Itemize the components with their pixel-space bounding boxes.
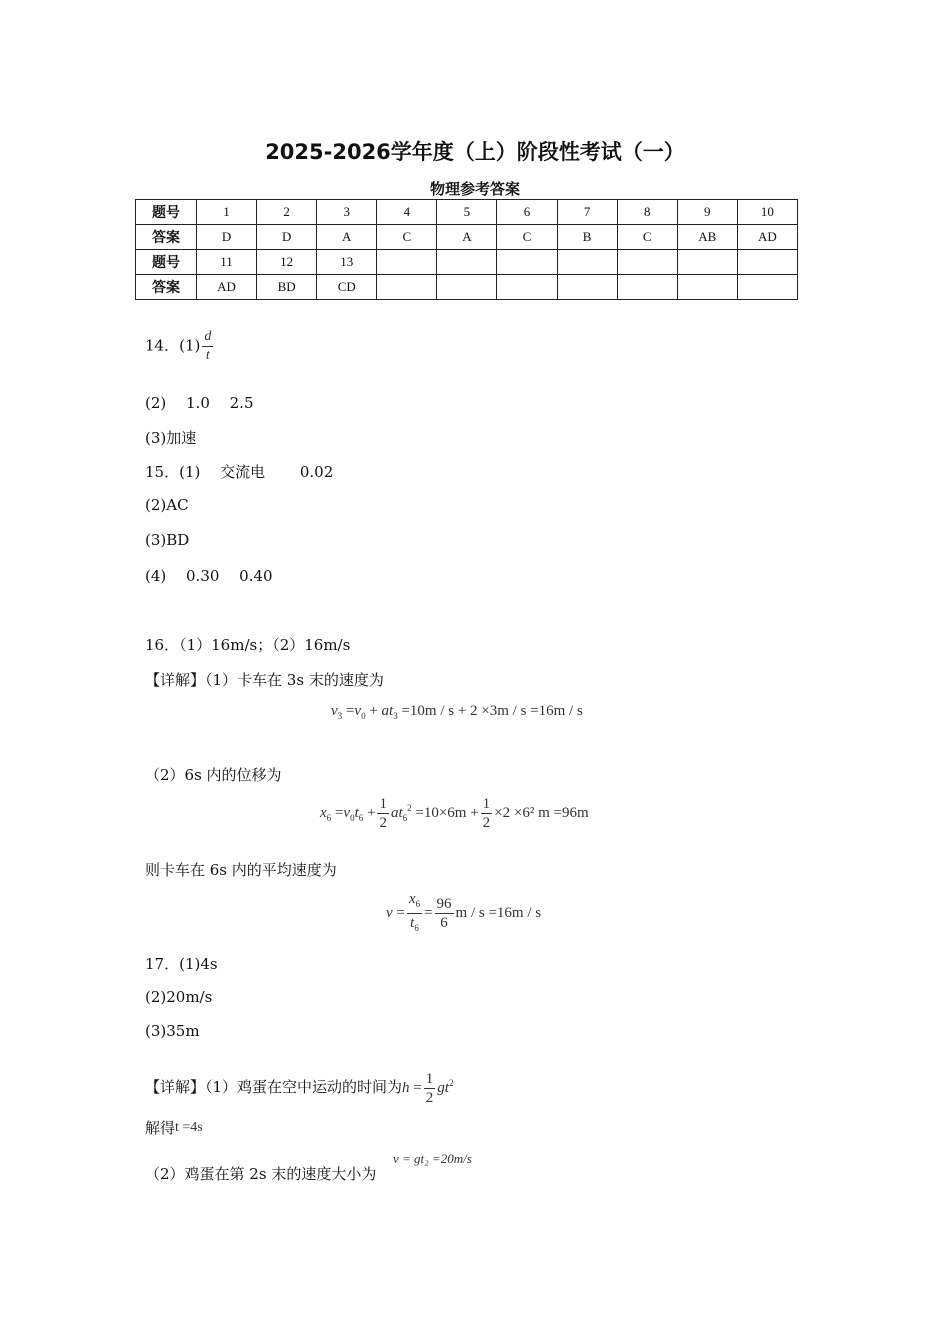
table-cell — [377, 275, 437, 300]
q16-detail-2: （2）6s 内的位移为 — [145, 766, 282, 784]
q14-frac-den: t — [205, 348, 210, 363]
table-cell — [617, 275, 677, 300]
page-title: 2025-2026学年度（上）阶段性考试（一） — [265, 140, 685, 164]
table-cell — [737, 275, 797, 300]
q16-eq2-tail: ×2 ×6² m =96m — [494, 804, 589, 821]
table-cell: 4 — [377, 200, 437, 225]
table-cell: C — [377, 225, 437, 250]
page-subtitle: 物理参考答案 — [429, 180, 520, 198]
q17-answer-3: (3)35m — [145, 1022, 200, 1040]
q16-equation-2: $x_6 =v_0t_6$ + $\frac{1}{2}$ $at_6^2 =10\times 6m$ + $\frac{1}{2}$ ×2 ×6² m =96m — [320, 796, 589, 831]
q16-eq3-tail: m / s =16m / s — [455, 904, 542, 921]
table-cell: A — [317, 225, 377, 250]
q17-detail-1: 【详解】（1）鸡蛋在空中运动的时间为h = $\frac{1}{2}$ $gt^2$ — [145, 1071, 454, 1106]
table-cell: 10 — [737, 200, 797, 225]
table-cell: 2 — [257, 200, 317, 225]
table-cell: 9 — [677, 200, 737, 225]
table-cell: CD — [317, 275, 377, 300]
table-cell — [497, 275, 557, 300]
table-cell: D — [257, 225, 317, 250]
q17-velocity-eq: v = gt₂ =20m/s — [393, 1151, 472, 1166]
q14-frac-num: d — [202, 328, 213, 347]
table-cell — [737, 250, 797, 275]
table-cell: 13 — [317, 250, 377, 275]
table-cell: BD — [257, 275, 317, 300]
row-label: 题号 — [136, 200, 197, 225]
table-cell: 6 — [497, 200, 557, 225]
table-cell — [437, 275, 497, 300]
table-cell: 11 — [197, 250, 257, 275]
table-cell — [437, 250, 497, 275]
q14-label: 14．(1) — [145, 336, 201, 355]
table-cell — [557, 250, 617, 275]
table-cell: 12 — [257, 250, 317, 275]
q14-answer-2: (2) 1.0 2.5 — [145, 394, 254, 412]
q14-answer-1 — [145, 328, 215, 365]
q17-answer-2: (2)20m/s — [145, 988, 213, 1006]
table-cell — [557, 275, 617, 300]
q16-detail-3: 则卡车在 6s 内的平均速度为 — [145, 861, 337, 879]
q16-equation-3: v = $\frac{x_6}{t_6}$ = $\frac{96}{6}$ m / s =16m / s — [386, 891, 542, 933]
row-label: 题号 — [136, 250, 197, 275]
row-label: 答案 — [136, 275, 197, 300]
table-cell — [677, 275, 737, 300]
q15-answer-3: (3)BD — [145, 531, 190, 549]
table-cell: A — [437, 225, 497, 250]
table-cell: AD — [197, 275, 257, 300]
table-cell: 3 — [317, 200, 377, 225]
table-cell — [617, 250, 677, 275]
q16-eq3-num: 96 — [436, 896, 452, 912]
table-cell: C — [617, 225, 677, 250]
table-row — [136, 275, 798, 300]
q16-eq2-mid: =10×6m + — [415, 804, 479, 821]
q16-detail-1: 【详解】（1）卡车在 3s 末的速度为 — [145, 671, 384, 689]
q16-answer: 16．（1）16m/s；（2）16m/s — [145, 636, 351, 654]
table-cell — [677, 250, 737, 275]
table-row — [136, 200, 798, 225]
q15-answer-2: (2)AC — [145, 496, 189, 514]
q15-answer-4: (4) 0.30 0.40 — [145, 567, 273, 585]
q16-eq3-den: 6 — [440, 915, 448, 931]
q17-answer-1: 17．(1)4s — [145, 955, 218, 973]
table-cell: B — [557, 225, 617, 250]
q17-detail-2: （2）鸡蛋在第 2s 末的速度大小为 — [145, 1165, 377, 1183]
q15-answer-1: 15．(1) 交流电 0.02 — [145, 463, 334, 481]
table-row — [136, 250, 798, 275]
q14-answer-3: (3)加速 — [145, 429, 197, 447]
q17-solve — [145, 1117, 203, 1138]
q17-detail-1-text: 【详解】（1）鸡蛋在空中运动的时间为 — [145, 1077, 403, 1096]
table-cell: 1 — [197, 200, 257, 225]
row-label: 答案 — [136, 225, 197, 250]
table-cell: AB — [677, 225, 737, 250]
table-cell: 7 — [557, 200, 617, 225]
table-row — [136, 225, 798, 250]
table-cell — [497, 250, 557, 275]
table-cell: D — [197, 225, 257, 250]
table-cell: 5 — [437, 200, 497, 225]
q17-solve-label: 解得 — [145, 1119, 176, 1137]
table-cell: 8 — [617, 200, 677, 225]
q16-eq1-rhs: =10m / s + 2 ×3m / s =16m / s — [401, 703, 583, 719]
table-cell: C — [497, 225, 557, 250]
table-cell — [377, 250, 437, 275]
q17-solve-eq: t =4s — [175, 1120, 203, 1135]
answer-table — [135, 199, 798, 300]
q16-equation-1: $v_3 =v_0 + at_3 =10m / s + 2 \times 3m / s =16m / s$ — [331, 703, 583, 721]
table-cell: AD — [737, 225, 797, 250]
